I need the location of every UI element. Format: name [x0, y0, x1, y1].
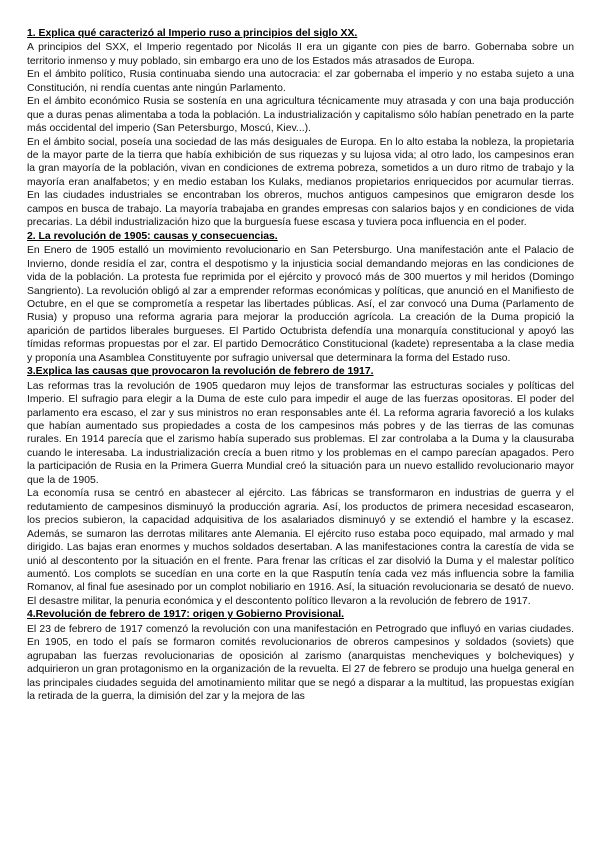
paragraph: A principios del SXX, el Imperio regentado por Nicolás II era un gigante con pies de barro. Gobernaba sobre un territorio inmenso y muy poblado, sin embargo era uno de los Estados más atrasados de Europa.: [27, 42, 574, 67]
paragraph: En Enero de 1905 estalló un movimiento revolucionario en San Petersburgo. Una manifestación ante el Palacio de Invierno, donde residía el zar, contra el despotismo y la injusticia social demandando mejoras en las condiciones de vida de la población. La protesta fue reprimida por el ejército y provocó más de 300 muertos y mil heridos (Domingo Sangriento). La revolución obligó al zar a emprender reformas económicas y políticas, que anunció en el Manifiesto de Octubre, en el que se comprometía a respetar las libertades públicas. Así, el zar convocó una Duma (Parlamento de Rusia) y propuso una reforma agraria para mejorar la producción agrícola. La creación de la Duma propició la aparición de partidos liberales burgueses. El Partido Octubrista defendía una monarquía constitucional y apoyó las tímidas reformas propuestas por el zar. El partido Democrático Constitucional (kadete) representaba a la clase media y proponía una Asamblea Constituyente por sufragio universal que determinara la forma del Estado ruso.: [27, 245, 574, 364]
paragraph: En el ámbito económico Rusia se sostenía en una agricultura técnicamente muy atrasada y con una baja producción que a duras penas alimentaba a toda la población. La industrialización y capitalismo sólo habían penetrado en la parte más occidental del imperio (San Petersburgo, Moscú, Kiev...).: [27, 96, 574, 135]
section-imperio-ruso: [27, 27, 574, 230]
section-heading: 4.Revolución de febrero de 1917: origen y Gobierno Provisional.: [27, 609, 344, 621]
paragraph: En el ámbito político, Rusia continuaba siendo una autocracia: el zar gobernaba el imperio y no estaba sujeto a una Constitución, ni rendía cuentas ante ningún Parlamento.: [27, 69, 574, 94]
paragraph: Las reformas tras la revolución de 1905 quedaron muy lejos de transformar las estructuras sociales y políticas del Imperio. El sufragio para elegir a la Duma de este culo para impedir el auge de las fuerzas opositoras. El poder del parlamento era escaso, el zar y sus ministros no eran responsables ante él. La reforma agraria favoreció a los kulaks que habían aumentado sus propiedades a costa de los campesinos más pobres y de las tierras de las comunas rurales. En 1914 parecía que el zarismo había superado sus problemas. El zar controlaba a la Duma y la clausuraba cuando le interesaba. La industrialización crecía a buen ritmo y los problemas en el campo parecían apagados. Pero la participación de Rusia en la Primera Guerra Mundial creó la situación para un nuevo estallido revolucionario mayor que la de 1905.: [27, 380, 574, 486]
section-revolucion-febrero-1917: [27, 608, 574, 703]
paragraph: El 23 de febrero de 1917 comenzó la revolución con una manifestación en Petrogrado que influyó en varias ciudades. En 1905, en todo el país se formaron comités revolucionarios de obreros campesinos y soldados (soviets) que agrupaban las fuerzas revolucionarias de oposición al zarismo (anarquistas mencheviques y bolcheviques) y adquirieron un gran protagonismo en la organización de la revuelta. El 27 de febrero se produjo una huelga general en las principales ciudades seguida del amotinamiento militar que se negó a disparar a la multitud, las propuestas exigían la retirada de la guerra, la dimisión del zar y la mejora de las: [27, 623, 574, 703]
section-heading: 2. La revolución de 1905: causas y consecuencias.: [27, 230, 278, 242]
paragraph: En el ámbito social, poseía una sociedad de las más desiguales de Europa. En lo alto estaba la nobleza, la propietaria de la mayor parte de la tierra que había exhibición de sus riquezas y su lujosa vida; al otro lado, los campesinos eran la gran mayoría de la población, vivan en condiciones de extrema pobreza, sometidos a un duro ritmo de trabajo y la mayoría eran analfabetos; y en medio estaban los Kulaks, medianos propietarios enriquecidos por acumular tierras. En las ciudades industriales se encontraban los obreros, muchos antiguos campesinos que emigraron desde los campos en busca de trabajo. La mayoría trabajaba en grandes empresas con salarios bajos y en condiciones de vida precarias. La débil industrialización hizo que la burguesía fuese escasa y tuviera poca influencia en el poder.: [27, 136, 574, 229]
section-revolucion-1905: [27, 230, 574, 365]
section-causas-febrero-1917: [27, 365, 574, 608]
paragraph: La economía rusa se centró en abastecer al ejército. Las fábricas se transformaron en industrias de guerra y el redutamiento de campesinos disminuyó la producción agraria. Así, los productos de primera necesidad escasearon, los precios subieron, la capacidad adquisitiva de los asalariados disminuyó y se extendió el hambre y la escasez. Además, se sumaron las derrotas militares ante Alemania. El ejército ruso estaba poco equipado, mal armado y mal dirigido. Las bajas eran enormes y muchos soldados desertaban. A las manifestaciones contra la carestía de vida se unió al descontento por la situación en el frente. Para frenar las críticas el zar disolvió la Duma y el malestar político aumentó. Los complots se sucedían en una corte en la que Rasputín tenía cada vez más influencia sobre la familia Romanov, al final fue asesinado por un complot nobiliario en 1916. Así, la situación revolucionaria se desató de nuevo. El desastre militar, la penuria económica y el descontento político llevaron a la revolución de febrero de 1917.: [27, 488, 574, 607]
section-heading: 1. Explica qué caracterizó al Imperio ruso a principios del siglo XX.: [27, 28, 358, 39]
section-heading: 3.Explica las causas que provocaron la revolución de febrero de 1917.: [27, 366, 374, 378]
document-content: [27, 27, 574, 703]
